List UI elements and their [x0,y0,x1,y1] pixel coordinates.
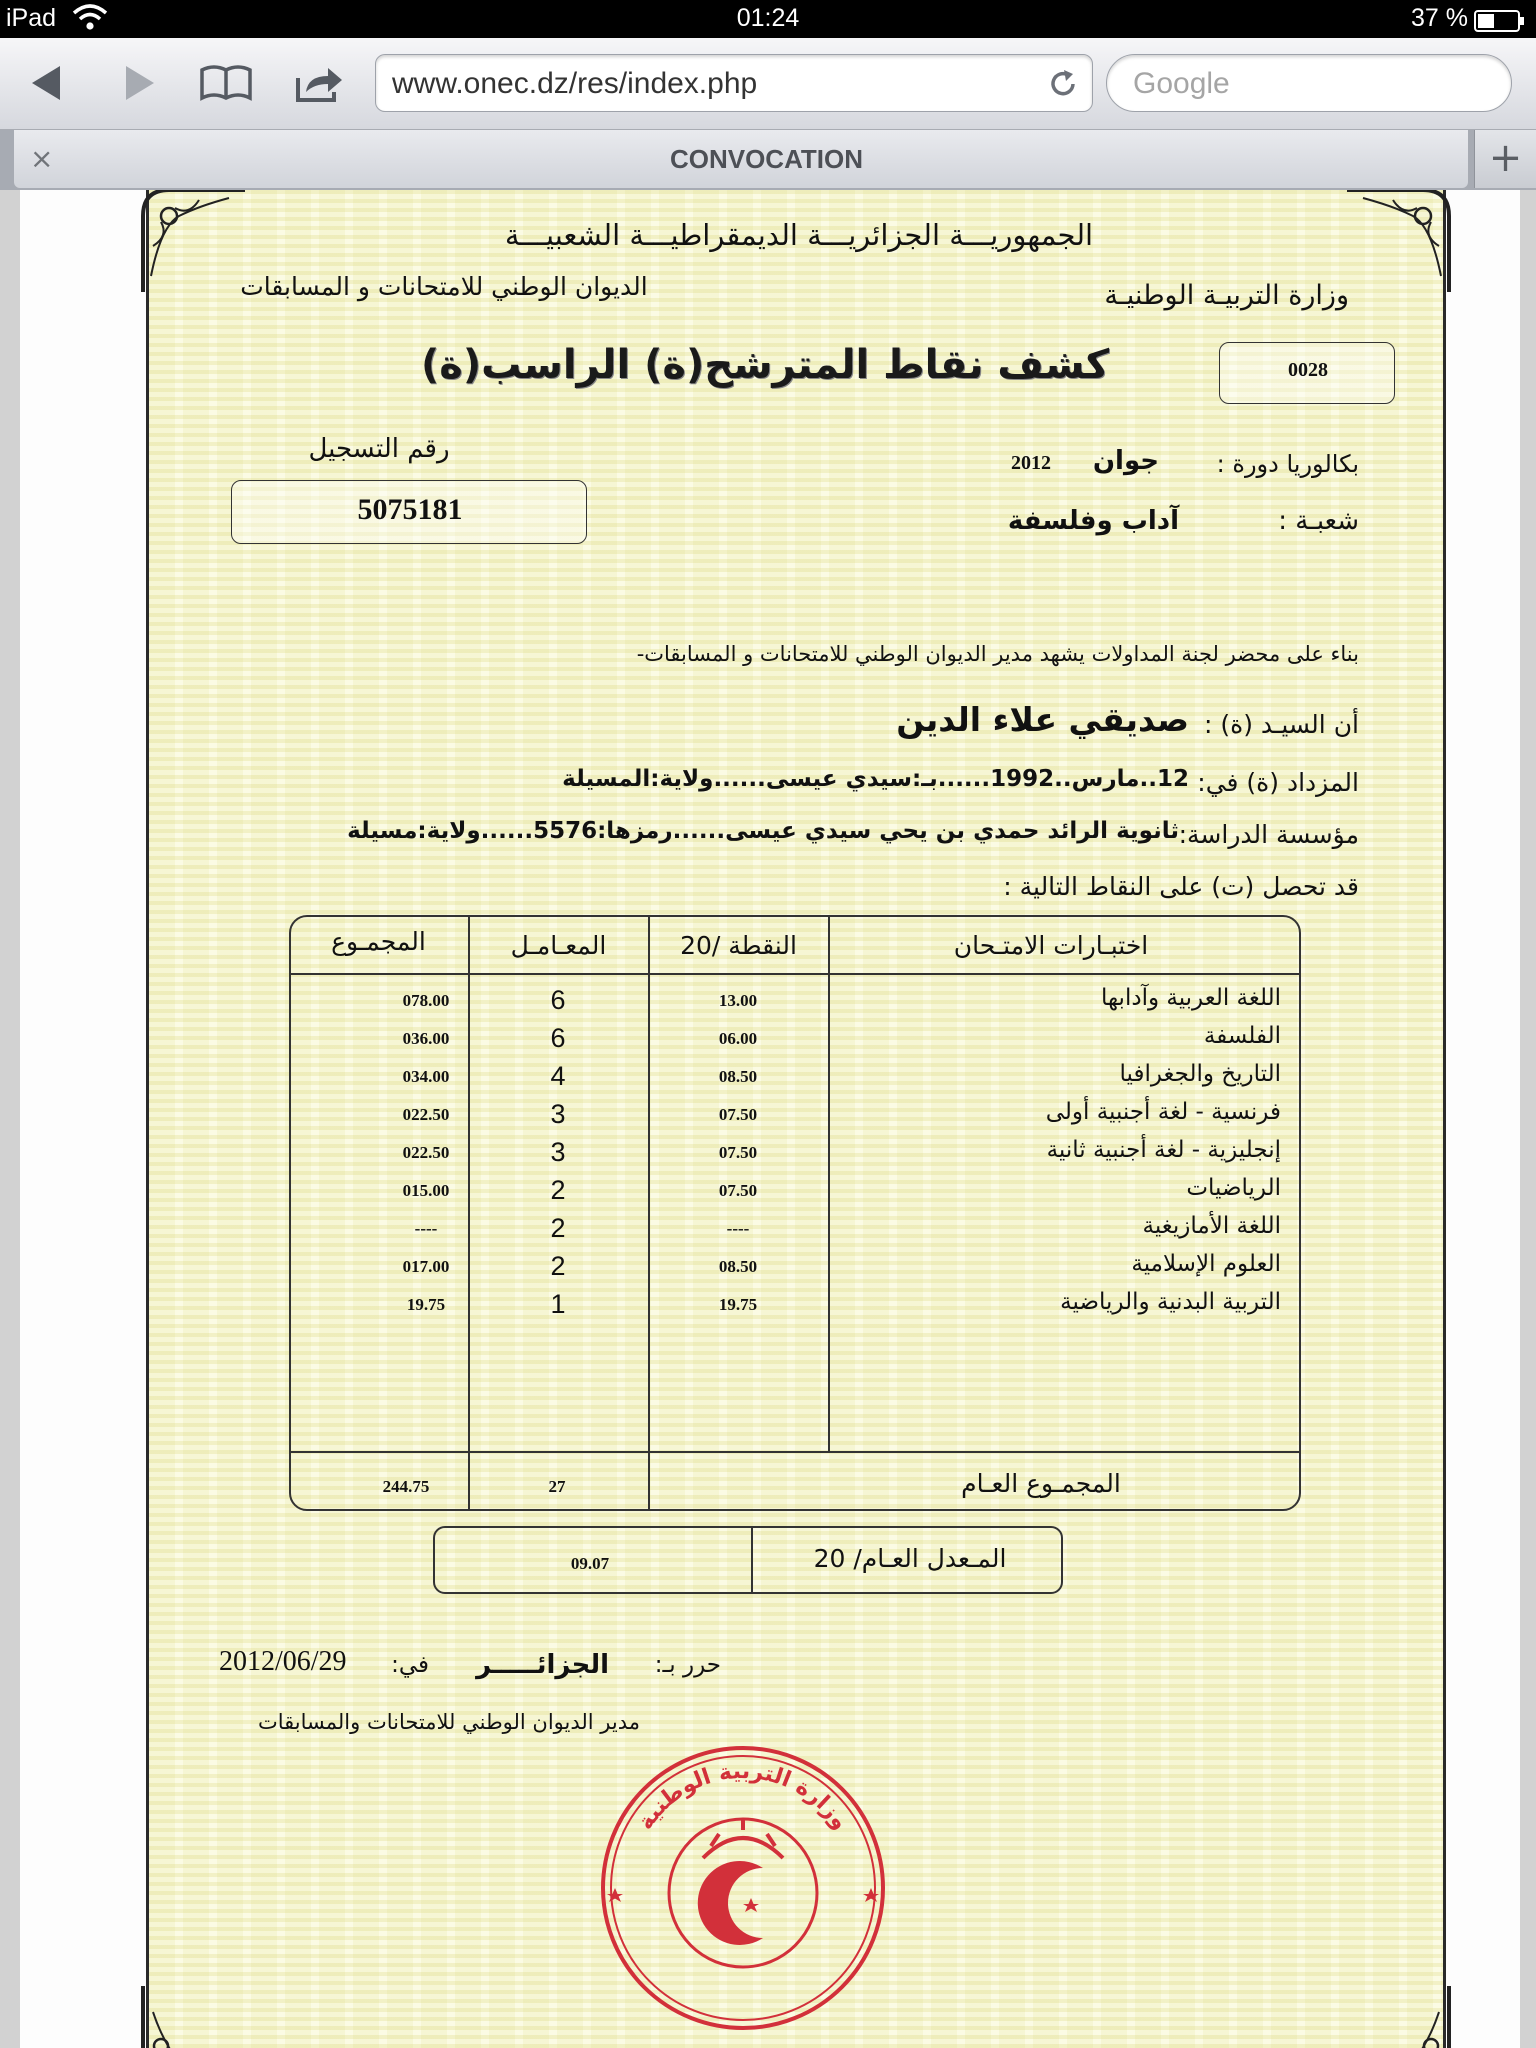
session-value: جوان [1092,446,1159,476]
branch-value: آداب وفلسفة [1007,506,1179,536]
corner-ornament-bottom-left [139,1982,249,2048]
grades-table [289,915,1301,1511]
registration-box [231,480,587,544]
url-field[interactable] [375,54,1093,112]
subject-total: 022.50 [402,1105,450,1124]
battery-percentage: 37 % [1411,4,1468,32]
average-box [433,1526,1063,1594]
tab-title: CONVOCATION [669,144,864,174]
subject-name: الرياضيات [1186,1175,1281,1201]
search-field[interactable] [1106,54,1512,112]
subject-total: 034.00 [402,1067,450,1086]
subject-grade: 08.50 [718,1257,758,1276]
ministry-title: وزارة التربيـة الوطنيـة [1104,280,1349,311]
subject-grade: 07.50 [718,1105,758,1124]
grand-coefficient: 27 [548,1477,566,1496]
session-year: 2012 [1011,452,1051,474]
candidate-name: صديقي علاء الدين [896,700,1189,739]
date-label: في: [391,1652,429,1678]
clock: 01:24 [736,4,800,32]
browser-toolbar [0,38,1536,130]
subject-coefficient: 2 [550,1213,566,1243]
subject-total: 015.00 [402,1181,450,1200]
header-grade: النقطة /20 [680,931,797,960]
subject-total: 036.00 [402,1029,450,1048]
subject-coefficient: 6 [550,1023,566,1053]
header-exams: اختبـارات الامتـحان [953,931,1149,960]
republic-title: الجمهوريـــة الجزائريـــة الديمقراطيـــة الشعبيـــة [504,218,1094,252]
director-title: مدير الديوان الوطني للامتحانات والمسابقات [257,1710,640,1734]
subject-grade: 07.50 [718,1181,758,1200]
share-icon[interactable] [292,60,348,106]
bookmarks-icon[interactable] [198,60,254,106]
subject-grade: 06.00 [718,1029,758,1048]
average-value: 09.07 [570,1554,610,1573]
status-bar [0,0,1536,38]
branch-label: شعبـة : [1278,506,1359,536]
stamp-text: وزارة التربية الوطنية [633,1758,853,1835]
registration-label: رقم التسجيل [308,434,450,464]
serial-number: 0028 [1288,359,1328,381]
device-name: iPad [6,4,57,32]
subject-total: 078.00 [402,991,450,1010]
name-label: أن السيـد (ة) : [1203,710,1359,739]
subject-coefficient: 6 [550,985,566,1015]
subject-name: اللغة العربية وآدابها [1100,985,1281,1011]
obtained-text: قد تحصل (ت) على النقاط التالية : [1003,872,1359,901]
school-details: ثانوية الرائد حمدي بن يحي سيدي عيسى......رمزها:5576......ولاية:مسيلة [347,818,1179,844]
intro-text: بناء على محضر لجنة المداولات يشهد مدير الديوان الوطني للامتحانات و المسابقات- [636,642,1359,666]
office-title: الديوان الوطني للامتحانات و المسابقات [240,272,648,301]
serial-box [1219,342,1395,404]
birth-details: 12..مارس..1992......بـ:سيدي عيسى......ولاية:المسيلة [562,766,1189,792]
subject-total: 19.75 [406,1295,446,1314]
subject-coefficient: 3 [550,1099,566,1129]
subject-coefficient: 3 [550,1137,566,1167]
subject-coefficient: 1 [550,1289,566,1319]
subject-coefficient: 2 [550,1175,566,1205]
subject-grade: 19.75 [718,1295,758,1314]
url-text: www.onec.dz/res/index.php [392,67,758,100]
header-divider [291,973,1299,975]
average-label: المـعدل العـام/ 20 [813,1544,1007,1573]
session-label: بكالوريا دورة : [1216,450,1359,478]
subject-name: التربية البدنية والرياضية [1060,1289,1281,1315]
subject-total: 017.00 [402,1257,450,1276]
subject-grade: 13.00 [718,991,758,1010]
official-stamp [593,1738,893,2038]
subject-name: التاريخ والجغرافيا [1119,1061,1281,1087]
battery-icon [1474,10,1526,32]
reload-icon[interactable] [1046,67,1080,101]
subject-grade: 07.50 [718,1143,758,1162]
birth-label: المزداد (ة) في: [1197,768,1359,797]
close-icon[interactable]: × [30,142,54,175]
subject-coefficient: 2 [550,1251,566,1281]
grand-total: 244.75 [382,1477,430,1496]
document-page [20,190,1520,2048]
subject-name: العلوم الإسلامية [1131,1251,1281,1277]
subject-coefficient: 4 [550,1061,566,1091]
subject-total: ---- [414,1219,438,1238]
subject-name: الفلسفة [1203,1023,1281,1049]
tab-convocation[interactable] [14,130,1468,188]
subject-name: إنجليزية - لغة أجنبية ثانية [1046,1137,1281,1163]
corner-ornament-top-right [1343,190,1453,296]
header-total: المجمـوع [331,927,426,956]
subject-name: اللغة الأمازيغية [1142,1213,1281,1239]
page-gutter-right [1520,190,1536,2048]
made-in-value: الجزائـــــر [476,1650,609,1680]
grand-total-label: المجمـوع العـام [961,1469,1121,1498]
total-divider [291,1451,1299,1453]
transcript-paper [146,190,1446,2048]
search-placeholder: Google [1133,67,1230,100]
back-arrow-icon[interactable] [22,60,78,106]
header-coefficient: المعـامـل [510,931,607,960]
forward-arrow-icon[interactable] [110,60,166,106]
subject-grade: 08.50 [718,1067,758,1086]
plus-icon[interactable]: + [1474,130,1536,188]
corner-ornament-bottom-right [1343,1982,1453,2048]
subject-name: فرنسية - لغة أجنبية أولى [1045,1099,1281,1125]
column-divider [828,917,830,1453]
document-title: كشف نقاط المترشح(ة) الراسب(ة) [420,342,1109,388]
subject-grade: ---- [726,1219,750,1238]
column-divider [648,917,650,1509]
average-divider [751,1528,753,1592]
page-gutter-left [0,190,20,2048]
issue-date: 2012/06/29 [219,1646,347,1677]
school-label: مؤسسة الدراسة: [1178,820,1359,849]
subject-total: 022.50 [402,1143,450,1162]
tab-strip [0,130,1536,190]
page-content[interactable] [0,190,1536,2048]
made-in-label: حرر بـ: [654,1652,721,1678]
registration-number: 5075181 [357,493,463,526]
